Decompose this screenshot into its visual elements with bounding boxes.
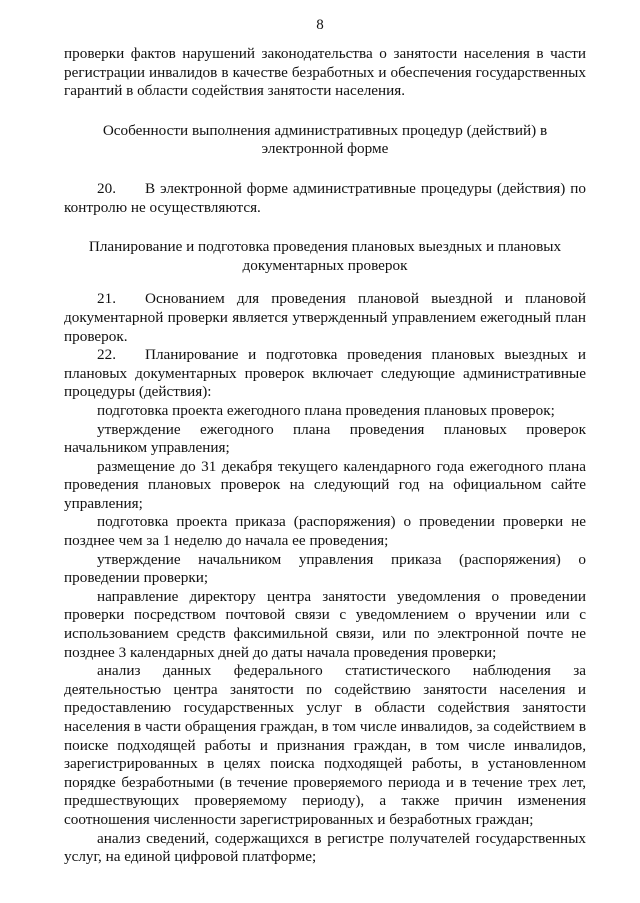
paragraph-text: В электронной форме административные процедуры (действия) по контролю не осуществляются.: [64, 179, 586, 216]
list-item: анализ сведений, содержащихся в регистре получателей государственных услуг, на единой цифровой платформе;: [64, 829, 586, 866]
paragraph-text: Планирование и подготовка проведения плановых выездных и плановых документарных проверок включает следующие административные процедуры (действия):: [64, 346, 586, 401]
section-heading-planning: Планирование и подготовка проведения плановых выездных и плановых документарных проверок: [88, 238, 562, 274]
list-item: подготовка проекта приказа (распоряжения) о проведении проверки не позднее чем за 1 неделю до начала ее проведения;: [64, 513, 586, 550]
paragraph-22: [64, 346, 586, 402]
document-body: [64, 45, 586, 867]
list-item: направление директору центра занятости уведомления о проведении проверки посредством почтовой связи с уведомлением о вручении или с использованием средств факсимильной связи, или по электронной почте не позднее 3 календарных дней до даты начала проведения проверки;: [64, 587, 586, 661]
list-item: утверждение начальником управления приказа (распоряжения) о проведении проверки;: [64, 550, 586, 587]
paragraph-continuation: проверки фактов нарушений законодательства о занятости населения в части регистрации инвалидов в качестве безработных и обеспечения государственных гарантий в области содействия занятости населения.: [64, 45, 586, 100]
paragraph-text: Основанием для проведения плановой выездной и плановой документарной проверки является утвержденный управлением ежегодный план проверок.: [64, 290, 586, 345]
page-number: 8: [316, 17, 324, 33]
list-item: размещение до 31 декабря текущего календарного года ежегодного плана проведения плановых проверок на следующий год на официальном сайте управления;: [64, 457, 586, 512]
list-item: анализ данных федерального статистического наблюдения за деятельностью центра занятости по содействию занятости населения и предоставлению государственных услуг в области содействия занятости населения в части обращения граждан, в том числе инвалидов, за содействием в поиске подходящей работы и признания граждан, в том числе инвалидов, зарегистрированных в целях поиска подходящей работы, в установленном порядке безработными (в течение проверяемого периода и в течение трех лет, предшествующих проверяемому периоду), а также причин изменения соотношения численности зарегистрированных и безработных граждан;: [64, 662, 586, 828]
paragraph-number: 22.: [97, 346, 116, 364]
list-item: утверждение ежегодного плана проведения плановых проверок начальником управления;: [64, 420, 586, 457]
paragraph-number: 20.: [97, 179, 116, 197]
paragraph-21: [64, 290, 586, 346]
list-item: подготовка проекта ежегодного плана проведения плановых проверок;: [97, 401, 555, 419]
paragraph-number: 21.: [97, 290, 116, 308]
section-heading-electronic-form: Особенности выполнения административных процедур (действий) в электронной форме: [102, 121, 548, 158]
paragraph-20: [64, 180, 586, 217]
